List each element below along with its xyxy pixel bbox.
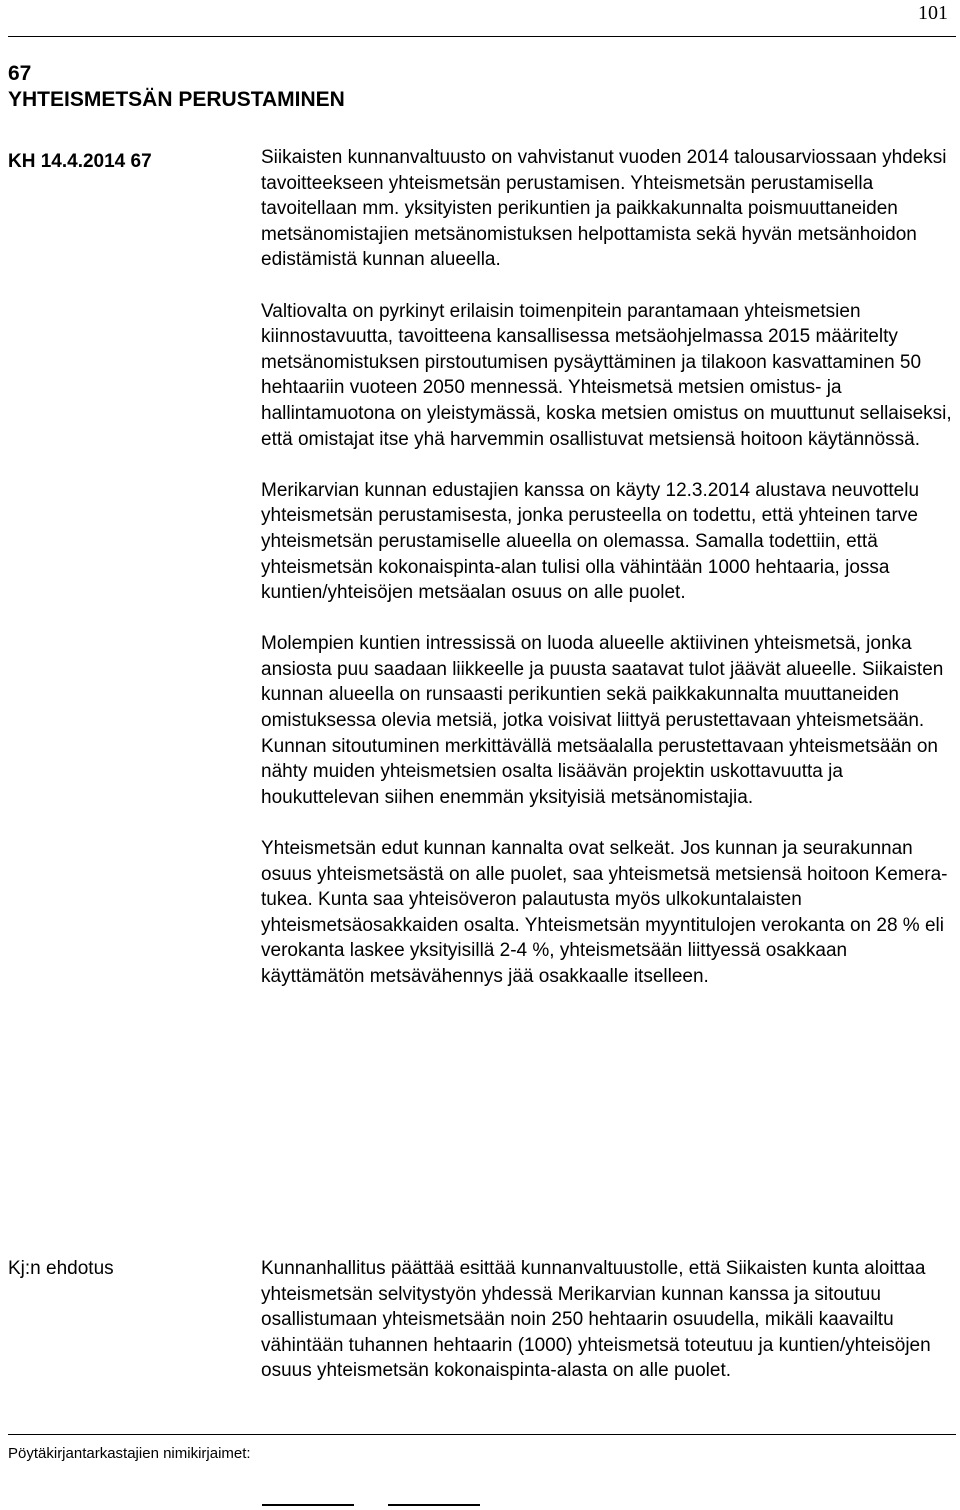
footer-divider [8, 1434, 956, 1435]
meeting-reference: KH 14.4.2014 67 [8, 151, 152, 172]
paragraph: Merikarvian kunnan edustajien kanssa on käyty 12.3.2014 alustava neuvottelu yhteismetsän perustamisesta, jonka perusteella on todettu, että yhteinen tarve yhteismetsän perustamiselle alueella on olemassa. Samalla todettiin, että yhteismetsän kokonaispinta-alan tulisi olla vähintään 1000 hehtaaria, jossa kuntien/yhteisöjen metsäalan osuus on alle puolet. [261, 479, 920, 604]
page-number: 101 [918, 2, 948, 24]
proposal-text: Kunnanhallitus päättää esittää kunnanvaltuustolle, että Siikaisten kunta aloittaa yhteismetsän selvitystyön yhdessä Merikarvian kunnan kanssa ja sitoutuu osallistumaan yhteismetsään noin 250 hehtaarin osuudella, mikäli kaavailtu vähintään tuhannen hehtaarin (1000) yhteismetsä toteutuu ja kuntien/yhteisöjen osuus yhteismetsän kokonaispinta-alasta on alle puolet. [261, 1258, 931, 1382]
paragraph: Valtiovalta on pyrkinyt erilaisin toimenpitein parantamaan yhteismetsien kiinnostavuutta, tavoitteena kansallisessa metsäohjelmassa 2015 määritelty metsänomistuksen pirstoutumisen pysäyttäminen ja tilakoon kasvattaminen 50 hehtaariin vuoteen 2050 mennessä. Yhteismetsä metsien omistus- ja hallintamuotona on yleistymässä, koska metsien omistus on muuttunut sellaiseksi, että omistajat itse yhä harvemmin osallistuvat metsiensä hoitoon käytännössä. [261, 300, 952, 450]
signature-line [262, 1504, 354, 1506]
body-text [261, 145, 953, 990]
paragraph: Siikaisten kunnanvaltuusto on vahvistanut vuoden 2014 talousarviossaan yhdeksi tavoitteekseen yhteismetsän perustamisen. Yhteismetsän perustamisella tavoitellaan mm. yksityisten perikuntien ja paikkakunnalta poismuuttaneiden metsänomistajien metsänomistuksen helpottamista sekä hyvän metsänhoidon edistämistä kunnan alueella. [261, 147, 947, 271]
section-number: 67 [8, 62, 32, 85]
section-title: YHTEISMETSÄN PERUSTAMINEN [8, 88, 345, 111]
proposal-label: Kj:n ehdotus [8, 1258, 114, 1279]
paragraph: Molempien kuntien intressissä on luoda alueelle aktiivinen yhteismetsä, jonka ansiosta puu saadaan liikkeelle ja puusta saatavat tulot jäävät alueelle. Siikaisten kunnan alueella on runsaasti perikuntien sekä paikkakunnalta muuttaneiden omistuksessa olevia metsiä, jotka voisivat liittyä perustettavaan yhteismetsään. Kunnan sitoutuminen merkittävällä metsäalalla perustettavaan yhteismetsään on nähty muiden yhteismetsien osalta lisäävän projektin uskottavuutta ja houkuttelevan siihen enemmän yksityisiä metsänomistajia. [261, 633, 944, 808]
paragraph: Yhteismetsän edut kunnan kannalta ovat selkeät. Jos kunnan ja seurakunnan osuus yhteismetsästä on alle puolet, saa yhteismetsä metsiensä hoitoon Kemera-tukea. Kunta saa yhteisöveron palautusta myös ulkokuntalaisten yhteismetsäosakkaiden osalta. Yhteismetsän myyntitulojen verokanta on 28 % eli verokanta laskee yksityisillä 2-4 %, yhteismetsään liittyessä osakkaan käyttämätön metsävähennys jää osakkaalle itselleen. [261, 838, 948, 987]
signature-line [388, 1504, 480, 1506]
footer-label: Pöytäkirjantarkastajien nimikirjaimet: [8, 1445, 251, 1462]
header-divider [8, 36, 956, 37]
